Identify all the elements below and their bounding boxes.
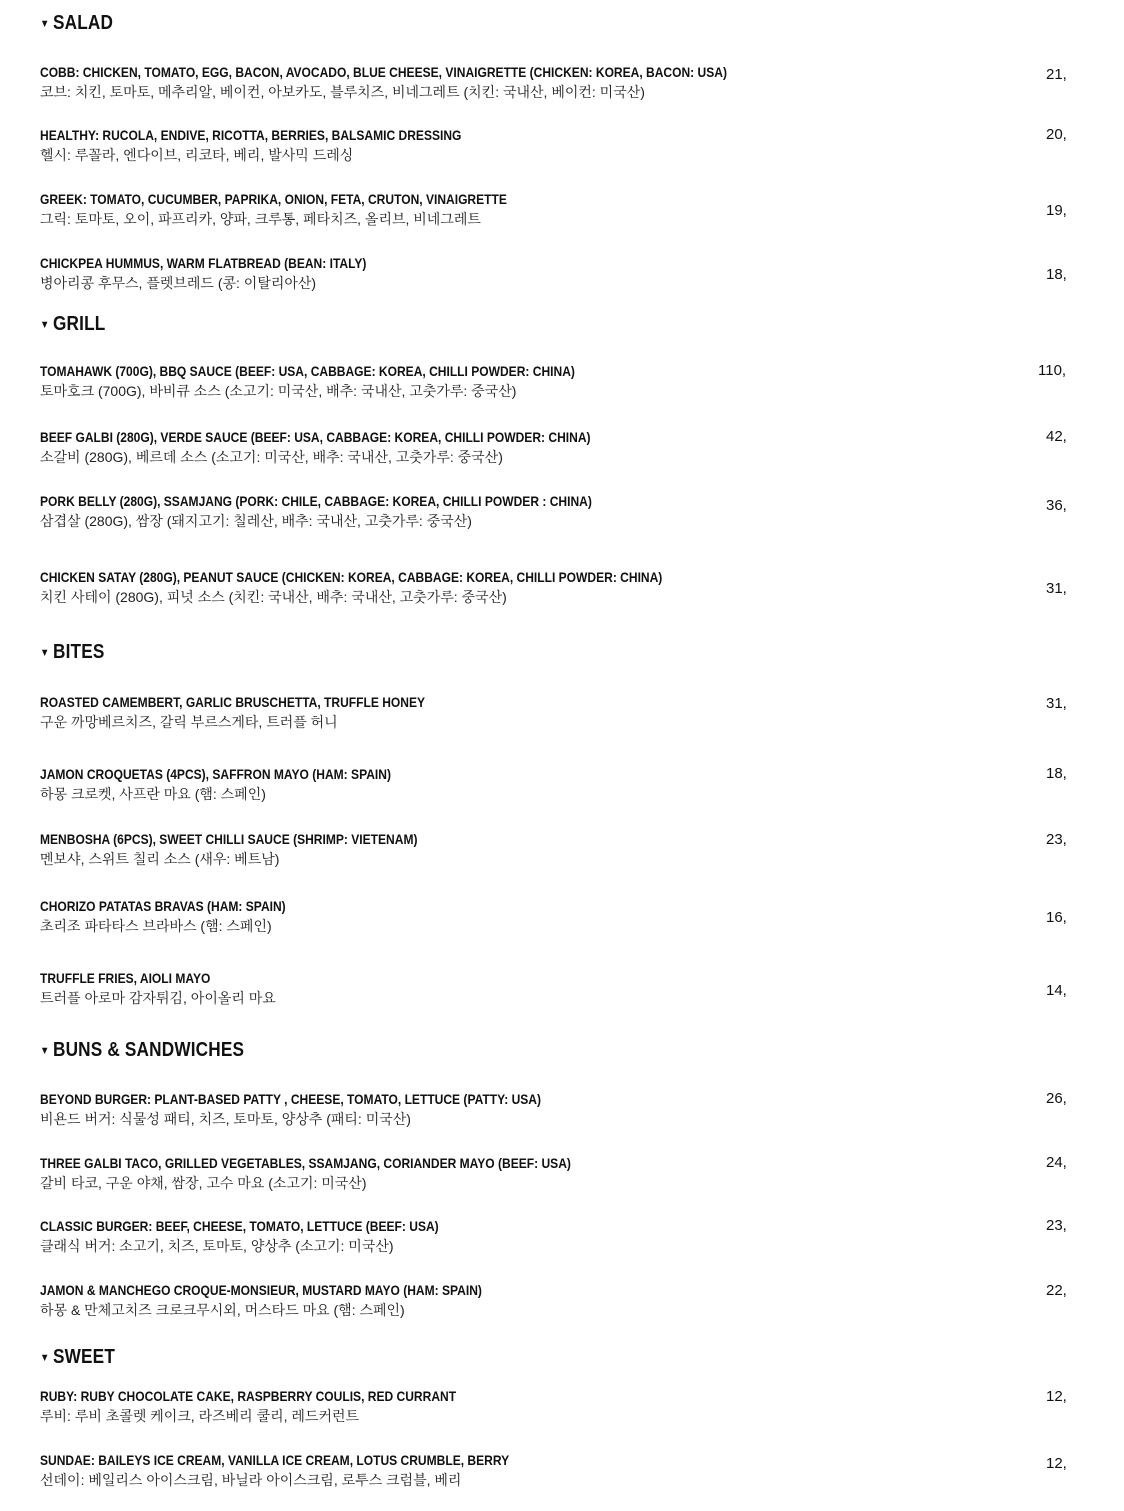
item-price: 23, [1046, 831, 1067, 848]
item-price: 42, [1046, 428, 1067, 445]
menu-item [40, 1387, 1080, 1427]
item-name-ko: 토마호크 (700G), 바비큐 소스 (소고기: 미국산, 배추: 국내산, 고춧가루: 중국산) [40, 383, 517, 399]
item-name-en: PORK BELLY (280G), SSAMJANG (PORK: CHILE, CABBAGE: KOREA, CHILLI POWDER : CHINA) [40, 493, 592, 509]
item-price: 31, [1046, 580, 1067, 597]
item-name-en: RUBY: RUBY CHOCOLATE CAKE, RASPBERRY COULIS, RED CURRANT [40, 1388, 457, 1404]
menu-item [40, 63, 1080, 103]
triangle-icon: ▼ [40, 319, 50, 331]
item-price: 18, [1046, 266, 1067, 283]
section-title-bites: ▼ BITES [40, 641, 105, 663]
item-name-ko: 하몽 & 만체고치즈 크로크무시외, 머스타드 마요 (햄: 스페인) [40, 1302, 405, 1318]
item-name-ko: 초리조 파타타스 브라바스 (햄: 스페인) [40, 918, 272, 934]
item-price: 20, [1046, 126, 1067, 143]
item-name-ko: 헬시: 루꼴라, 엔다이브, 리코타, 베리, 발사믹 드레싱 [40, 147, 354, 163]
triangle-icon: ▼ [40, 1352, 50, 1364]
item-price: 26, [1046, 1090, 1067, 1107]
menu-item [40, 254, 1080, 294]
item-name-en: CHICKEN SATAY (280G), PEANUT SAUCE (CHICKEN: KOREA, CABBAGE: KOREA, CHILLI POWDER: CHINA) [40, 569, 663, 585]
item-name-ko: 하몽 크로켓, 사프란 마요 (햄: 스페인) [40, 786, 266, 802]
item-name-en: CLASSIC BURGER: BEEF, CHEESE, TOMATO, LETTUCE (BEEF: USA) [40, 1218, 439, 1234]
menu-item [40, 492, 1080, 532]
item-name-en: HEALTHY: RUCOLA, ENDIVE, RICOTTA, BERRIES, BALSAMIC DRESSING [40, 127, 462, 143]
item-name-ko: 그릭: 토마토, 오이, 파프리카, 양파, 크루통, 페타치즈, 올리브, 비네그레트 [40, 211, 481, 227]
item-name-en: GREEK: TOMATO, CUCUMBER, PAPRIKA, ONION, FETA, CRUTON, VINAIGRETTE [40, 191, 507, 207]
menu-item [40, 1281, 1080, 1321]
item-name-en: CHORIZO PATATAS BRAVAS (HAM: SPAIN) [40, 898, 286, 914]
item-name-en: SUNDAE: BAILEYS ICE CREAM, VANILLA ICE CREAM, LOTUS CRUMBLE, BERRY [40, 1452, 510, 1468]
item-price: 12, [1046, 1388, 1067, 1405]
triangle-icon: ▼ [40, 18, 50, 30]
item-name-en: THREE GALBI TACO, GRILLED VEGETABLES, SSAMJANG, CORIANDER MAYO (BEEF: USA) [40, 1155, 571, 1171]
item-name-en: JAMON CROQUETAS (4PCS), SAFFRON MAYO (HAM: SPAIN) [40, 766, 391, 782]
item-name-ko: 코브: 치킨, 토마토, 메추리알, 베이컨, 아보카도, 블루치즈, 비네그레트 (치킨: 국내산, 베이컨: 미국산) [40, 84, 645, 100]
item-name-en: MENBOSHA (6PCS), SWEET CHILLI SAUCE (SHRIMP: VIETENAM) [40, 831, 418, 847]
item-name-ko: 멘보샤, 스위트 칠리 소스 (새우: 베트남) [40, 851, 280, 867]
item-name-en: ROASTED CAMEMBERT, GARLIC BRUSCHETTA, TRUFFLE HONEY [40, 694, 426, 710]
item-price: 14, [1046, 982, 1067, 999]
menu-item [40, 1090, 1080, 1130]
menu-item [40, 897, 1080, 937]
menu-item [40, 190, 1080, 230]
item-name-ko: 삼겹살 (280G), 쌈장 (돼지고기: 칠레산, 배추: 국내산, 고춧가루: 중국산) [40, 513, 472, 529]
item-name-ko: 구운 까망베르치즈, 갈릭 부르스게타, 트러플 허니 [40, 714, 338, 730]
menu-item [40, 428, 1080, 468]
item-price: 12, [1046, 1455, 1067, 1472]
item-name-ko: 소갈비 (280G), 베르데 소스 (소고기: 미국산, 배추: 국내산, 고춧가루: 중국산) [40, 449, 503, 465]
item-name-ko: 비욘드 버거: 식물성 패티, 치즈, 토마토, 양상추 (패티: 미국산) [40, 1111, 411, 1127]
item-name-en: TOMAHAWK (700G), BBQ SAUCE (BEEF: USA, CABBAGE: KOREA, CHILLI POWDER: CHINA) [40, 363, 575, 379]
item-price: 19, [1046, 202, 1067, 219]
item-name-ko: 갈비 타코, 구운 야채, 쌈장, 고수 마요 (소고기: 미국산) [40, 1175, 367, 1191]
item-name-en: CHICKPEA HUMMUS, WARM FLATBREAD (BEAN: ITALY) [40, 255, 367, 271]
menu-item [40, 1217, 1080, 1257]
item-name-ko: 트러플 아로마 감자튀김, 아이올리 마요 [40, 990, 276, 1006]
item-price: 31, [1046, 695, 1067, 712]
item-name-ko: 선데이: 베일리스 아이스크림, 바닐라 아이스크림, 로투스 크럼블, 베리 [40, 1472, 462, 1488]
section-title-buns-sandwiches: ▼ BUNS & SANDWICHES [40, 1039, 245, 1061]
section-title-sweet: ▼ SWEET [40, 1346, 116, 1368]
menu-item [40, 969, 1080, 1009]
item-price: 16, [1046, 909, 1067, 926]
section-title-salad: ▼ SALAD [40, 12, 114, 34]
item-price: 36, [1046, 497, 1067, 514]
item-name-ko: 루비: 루비 초콜렛 케이크, 라즈베리 쿨리, 레드커런트 [40, 1408, 360, 1424]
section-title-grill: ▼ GRILL [40, 313, 106, 335]
item-name-en: BEEF GALBI (280G), VERDE SAUCE (BEEF: USA, CABBAGE: KOREA, CHILLI POWDER: CHINA) [40, 429, 591, 445]
item-price: 110, [1038, 362, 1067, 379]
item-name-ko: 치킨 사테이 (280G), 피넛 소스 (치킨: 국내산, 배추: 국내산, 고춧가루: 중국산) [40, 589, 507, 605]
menu-item [40, 362, 1080, 402]
menu-item [40, 830, 1080, 870]
item-name-ko: 클래식 버거: 소고기, 치즈, 토마토, 양상추 (소고기: 미국산) [40, 1238, 394, 1254]
triangle-icon: ▼ [40, 647, 50, 659]
item-price: 18, [1046, 765, 1067, 782]
triangle-icon: ▼ [40, 1045, 50, 1057]
item-name-en: BEYOND BURGER: PLANT-BASED PATTY , CHEESE, TOMATO, LETTUCE (PATTY: USA) [40, 1091, 542, 1107]
item-price: 24, [1046, 1154, 1067, 1171]
item-name-en: JAMON & MANCHEGO CROQUE-MONSIEUR, MUSTARD MAYO (HAM: SPAIN) [40, 1282, 482, 1298]
item-name-ko: 병아리콩 후무스, 플렛브레드 (콩: 이탈리아산) [40, 275, 317, 291]
menu-item [40, 765, 1080, 805]
item-price: 22, [1046, 1282, 1067, 1299]
menu-item [40, 693, 1080, 733]
menu-item [40, 1154, 1080, 1194]
item-price: 23, [1046, 1217, 1067, 1234]
item-name-en: TRUFFLE FRIES, AIOLI MAYO [40, 970, 211, 986]
menu-item [40, 1451, 1080, 1491]
item-name-en: COBB: CHICKEN, TOMATO, EGG, BACON, AVOCADO, BLUE CHEESE, VINAIGRETTE (CHICKEN: KOREA, BACON: USA) [40, 64, 727, 80]
menu-item [40, 568, 1080, 608]
item-price: 21, [1046, 66, 1067, 83]
menu-item [40, 126, 1080, 166]
